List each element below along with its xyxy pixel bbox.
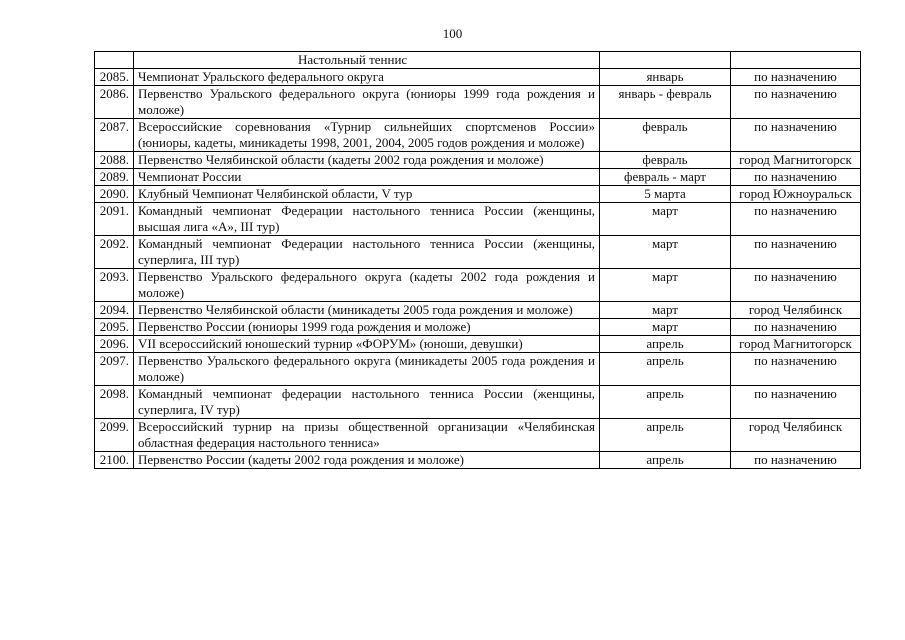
event-date: апрель [600,419,731,452]
event-name: Всероссийские соревнования «Турнир сильнейших спортсменов России» (юниоры, кадеты, миникадеты 1998, 2001, 2004, 2005 годов рождения и моложе) [134,119,600,152]
event-name: Командный чемпионат Федерации настольного тенниса России (женщины, суперлига, III тур) [134,236,600,269]
event-place: город Челябинск [731,419,861,452]
event-name: Всероссийский турнир на призы общественной организации «Челябинская областная федерация настольного тенниса» [134,419,600,452]
event-name: Командный чемпионат федерации настольного тенниса России (женщины, суперлига, IV тур) [134,386,600,419]
section-date-cell [600,52,731,69]
row-number: 2100. [95,452,134,469]
event-place: по назначению [731,236,861,269]
page-number: 100 [442,26,463,41]
event-date: март [600,319,731,336]
event-place: город Магнитогорск [731,152,861,169]
row-number: 2098. [95,386,134,419]
section-header-row [95,52,861,69]
table-row [95,203,861,236]
table-row [95,269,861,302]
event-name: Первенство Челябинской области (кадеты 2002 года рождения и моложе) [134,152,600,169]
event-place: по назначению [731,86,861,119]
table-row [95,386,861,419]
event-date: апрель [600,353,731,386]
event-name: Первенство Уральского федерального округа (миникадеты 2005 года рождения и моложе) [134,353,600,386]
table-row [95,353,861,386]
event-date: 5 марта [600,186,731,203]
table-row [95,119,861,152]
table-row [95,452,861,469]
event-place: город Магнитогорск [731,336,861,353]
event-date: февраль [600,119,731,152]
event-place: по назначению [731,319,861,336]
table-row [95,186,861,203]
event-place: город Челябинск [731,302,861,319]
table-row [95,319,861,336]
row-number: 2099. [95,419,134,452]
table-row [95,69,861,86]
section-num-cell [95,52,134,69]
table-row [95,336,861,353]
table-row [95,419,861,452]
event-place: по назначению [731,69,861,86]
event-place: по назначению [731,269,861,302]
row-number: 2094. [95,302,134,319]
row-number: 2089. [95,169,134,186]
event-date: апрель [600,336,731,353]
section-title: Настольный теннис [134,52,600,69]
event-place: по назначению [731,386,861,419]
event-place: по назначению [731,169,861,186]
row-number: 2097. [95,353,134,386]
row-number: 2095. [95,319,134,336]
event-date: март [600,203,731,236]
event-date: апрель [600,386,731,419]
event-name: VII всероссийский юношеский турнир «ФОРУМ» (юноши, девушки) [134,336,600,353]
event-date: март [600,302,731,319]
row-number: 2086. [95,86,134,119]
event-place: по назначению [731,452,861,469]
event-name: Чемпионат России [134,169,600,186]
row-number: 2090. [95,186,134,203]
row-number: 2096. [95,336,134,353]
event-date: январь - февраль [600,86,731,119]
section-place-cell [731,52,861,69]
events-table [94,51,861,469]
event-date: март [600,269,731,302]
row-number: 2091. [95,203,134,236]
event-name: Первенство Уральского федерального округа (юниоры 1999 года рождения и моложе) [134,86,600,119]
row-number: 2088. [95,152,134,169]
event-name: Чемпионат Уральского федерального округа [134,69,600,86]
row-number: 2092. [95,236,134,269]
table-row [95,302,861,319]
table-row [95,236,861,269]
event-place: по назначению [731,119,861,152]
event-name: Первенство России (кадеты 2002 года рождения и моложе) [134,452,600,469]
event-name: Первенство Челябинской области (миникадеты 2005 года рождения и моложе) [134,302,600,319]
event-place: по назначению [731,203,861,236]
event-name: Командный чемпионат Федерации настольного тенниса России (женщины, высшая лига «А», III тур) [134,203,600,236]
event-date: февраль [600,152,731,169]
event-place: город Южноуральск [731,186,861,203]
event-name: Первенство Уральского федерального округа (кадеты 2002 года рождения и моложе) [134,269,600,302]
table-row [95,86,861,119]
event-date: апрель [600,452,731,469]
table-row [95,152,861,169]
row-number: 2093. [95,269,134,302]
row-number: 2085. [95,69,134,86]
event-date: март [600,236,731,269]
event-name: Первенство России (юниоры 1999 года рождения и моложе) [134,319,600,336]
event-name: Клубный Чемпионат Челябинской области, V тур [134,186,600,203]
table-row [95,169,861,186]
row-number: 2087. [95,119,134,152]
event-place: по назначению [731,353,861,386]
event-date: февраль - март [600,169,731,186]
event-date: январь [600,69,731,86]
